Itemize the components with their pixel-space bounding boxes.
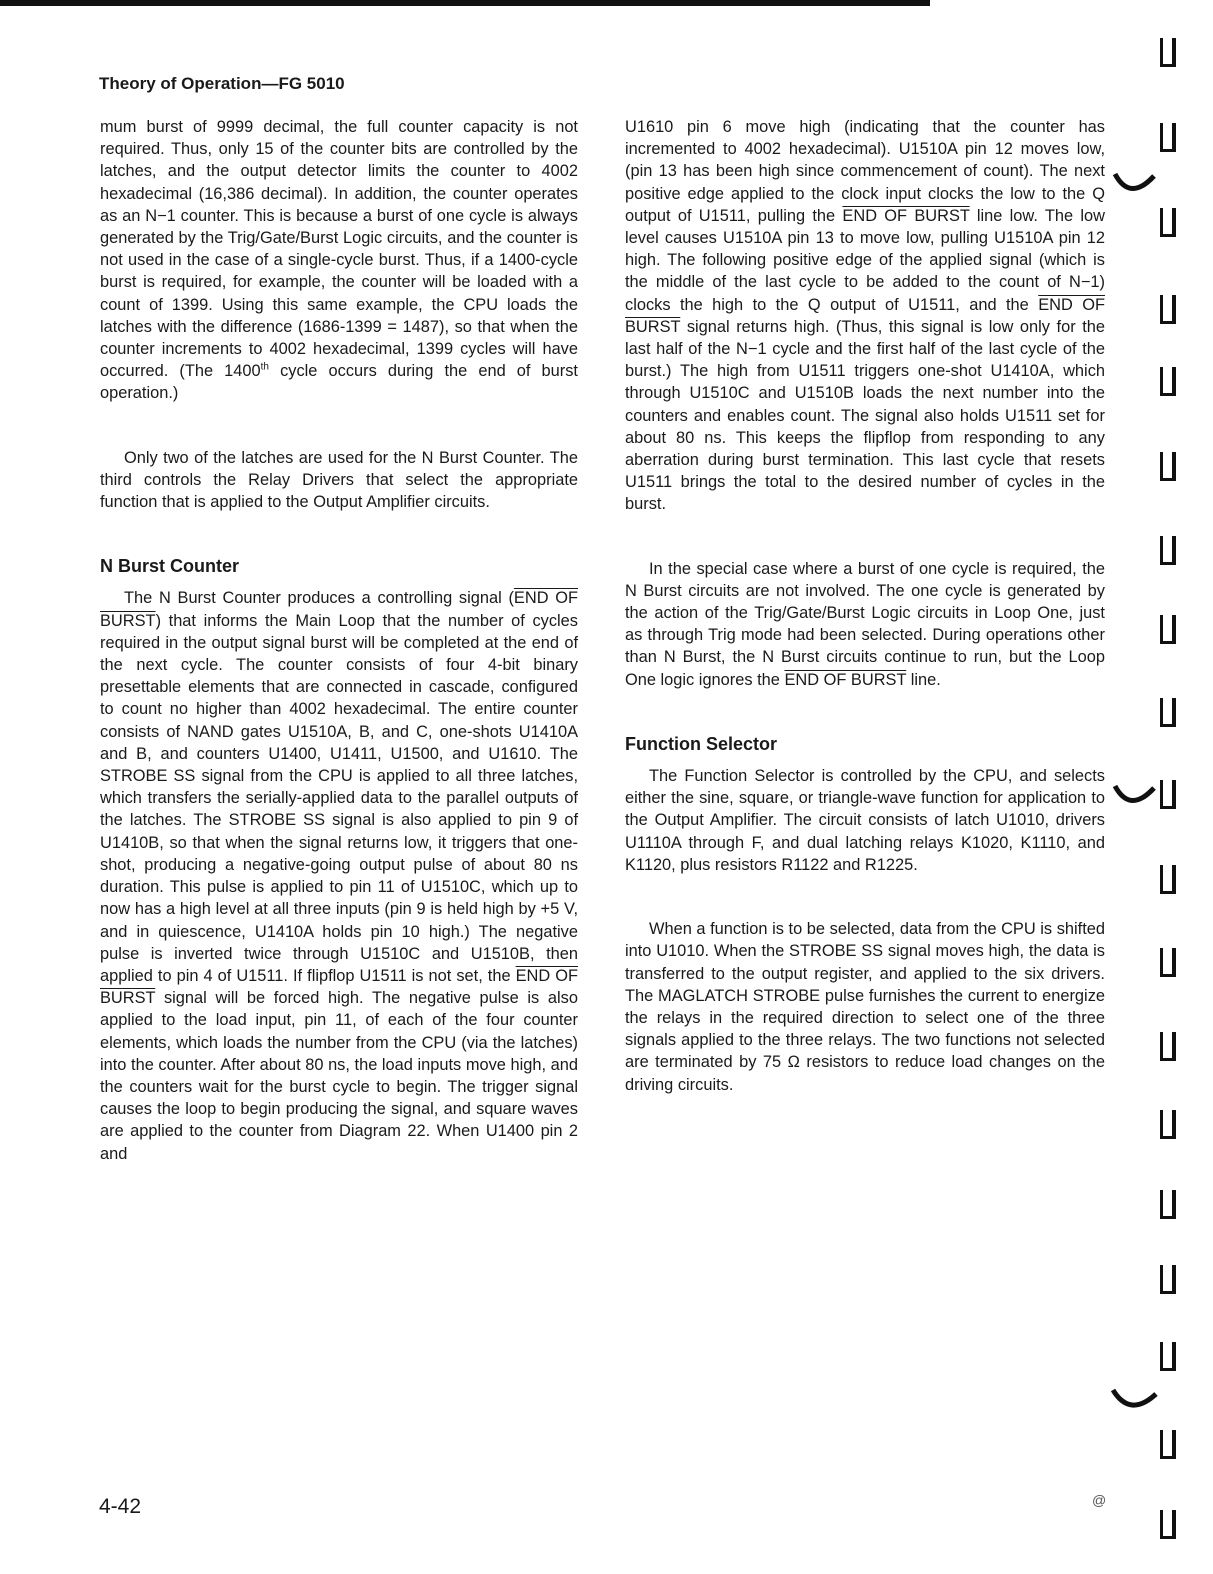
binding-ring: [1160, 1342, 1176, 1371]
end-of-burst-signal: END OF BURST: [784, 670, 907, 689]
binding-ring: [1160, 1430, 1176, 1459]
binding-ring: [1160, 367, 1176, 396]
paragraph: mum burst of 9999 decimal, the full counter capacity is not required. Thus, only 15 of the counter bits are controlled by the latches, and the output detector limits the counter to 4002 hexadecimal (16,386 decimal). In addition, the counter operates as an N−1 counter. This is because a burst of one cycle is always generated by the Trig/Gate/Burst Logic circuits, and the counter is not used in the case of a single-cycle burst. Thus, if a 1400-cycle burst is required, for example, the counter will be loaded with a count of 1399. Using this same example, the CPU loads the latches with the difference (1686-1399 = 1487), so that when the counter increments to 4002 hexadecimal, 1399 cycles will have occurred. (The 1400th cycle occurs during the end of burst operation.): [100, 118, 578, 403]
binding-ring: [1160, 1032, 1176, 1061]
binding-ring: [1160, 615, 1176, 644]
top-rule: [0, 0, 930, 6]
paragraph: Only two of the latches are used for the N Burst Counter. The third controls the Relay Drivers that select the appropriate function that is applied to the Output Amplifier circuits.: [100, 448, 578, 512]
left-column: [100, 116, 578, 1165]
section-heading-n-burst-counter: N Burst Counter: [100, 556, 239, 577]
binding-ring: [1160, 536, 1176, 565]
page-number: 4-42: [99, 1495, 142, 1518]
page-header: Theory of Operation—FG 5010: [99, 74, 345, 93]
binding-ring: [1160, 38, 1176, 67]
end-of-burst-signal: END OF BURST: [100, 966, 579, 1008]
section-heading-function-selector: Function Selector: [625, 733, 778, 754]
paragraph: The Function Selector is controlled by the CPU, and selects either the sine, square, or triangle-wave function for application to the Output Amplifier. The circuit consists of latch U1010, drivers U1110A through F, and dual latching relays K1020, K1110, and K1120, plus resistors R1122 and R1225.: [625, 767, 1105, 874]
paragraph: In the special case where a burst of one cycle is required, the N Burst circuits are not involved. The one cycle is generated by the action of the Trig/Gate/Burst Logic circuits in Loop One, just as through Trig mode had been selected. During operations other than N Burst, the N Burst circuits continue to run, but the Loop One logic ignores the END OF BURST line.: [625, 559, 1105, 689]
end-of-burst-signal: END OF BURST: [625, 295, 1105, 336]
binding-curve: [1112, 168, 1158, 208]
binding-ring: [1160, 1510, 1176, 1539]
end-of-burst-signal: END OF BURST: [842, 206, 970, 225]
paragraph: The N Burst Counter produces a controlling signal (END OF BURST) that informs the Main Loop that the number of cycles required in the output signal burst will be completed at the end of the next cycle. The counter consists of four 4-bit binary presettable elements that are connected in cascade, configured to count no higher than 4002 hexadecimal. The entire counter consists of NAND gates U1510A, B, and C, one-shots U1410A and B, and counters U1400, U1411, U1500, and U1610. The STROBE SS signal from the CPU is applied to all three latches, which transfers the serially-applied data to the parallel outputs of the latches. The STROBE SS signal is also applied to pin 9 of U1410B, so that when the signal returns low, it triggers that one-shot, producing a negative-going output pulse of about 80 ns duration. This pulse is applied to pin 11 of U1510C, which up to now has a high level at all three inputs (pin 9 is held high by +5 V, and in quiescence, U1410A holds pin 10 high.) The negative pulse is inverted twice through U1510C and U1510B, then applied to pin 4 of U1511. If flipflop U1511 is not set, the END OF BURST signal will be forced high. The negative pulse is also applied to the load input, pin 11, of each of the four counter elements, which loads the number from the CPU (via the latches) into the counter. After about 80 ns, the load inputs move high, and the counters wait for the burst cycle to begin. The trigger signal causes the loop to begin producing the signal, and square waves are applied to the counter from Diagram 22. When U1400 pin 2 and: [100, 589, 579, 1163]
binding-ring: [1160, 295, 1176, 324]
binding-ring: [1160, 698, 1176, 727]
binding-ring: [1160, 452, 1176, 481]
binding-ring: [1160, 1190, 1176, 1219]
binding-ring: [1160, 948, 1176, 977]
binding-ring: [1160, 1265, 1176, 1294]
paragraph: When a function is to be selected, data from the CPU is shifted into U1010. When the STROBE SS signal moves high, the data is transferred to the output register, and applied to the six drivers. The MAGLATCH STROBE pulse furnishes the current to energize the relays in the required direction to select one of the three signals applied to the three relays. The two functions not selected are terminated by 75 Ω resistors to reduce load changes on the driving circuits.: [625, 920, 1105, 1094]
binding-ring: [1160, 208, 1176, 237]
binding-ring: [1160, 123, 1176, 152]
binding-ring: [1160, 1110, 1176, 1139]
paragraph: U1610 pin 6 move high (indicating that the counter has incremented to 4002 hexadecimal). U1510A pin 12 moves low, (pin 13 has been high since commencement of count). The next positive edge applied to the clock input clocks the low to the Q output of U1511, pulling the END OF BURST line low. The low level causes U1510A pin 13 to move low, pulling U1510A pin 12 high. The following positive edge of the applied signal (which is the middle of the last cycle to be added to the count of N−1) clocks the high to the Q output of U1511, and the END OF BURST signal returns high. (Thus, this signal is low only for the last half of the N−1 cycle and the first half of the last cycle of the burst.) The high from U1511 triggers one-shot U1410A, which through U1510C and U1510B loads the next number into the counters and enables count. The signal also holds U1511 set for about 80 ns. This keeps the flipflop from responding to any aberration during burst termination. This last cycle that resets U1511 brings the total to the desired number of cycles in the burst.: [625, 118, 1105, 514]
end-of-burst-signal: END OF BURST: [100, 589, 579, 630]
corner-mark: @: [1092, 1492, 1107, 1508]
binding-curve: [1110, 1382, 1160, 1422]
binding-ring: [1160, 780, 1176, 809]
right-column: [625, 116, 1105, 1096]
binding-curve: [1112, 780, 1158, 820]
binding-ring: [1160, 865, 1176, 894]
